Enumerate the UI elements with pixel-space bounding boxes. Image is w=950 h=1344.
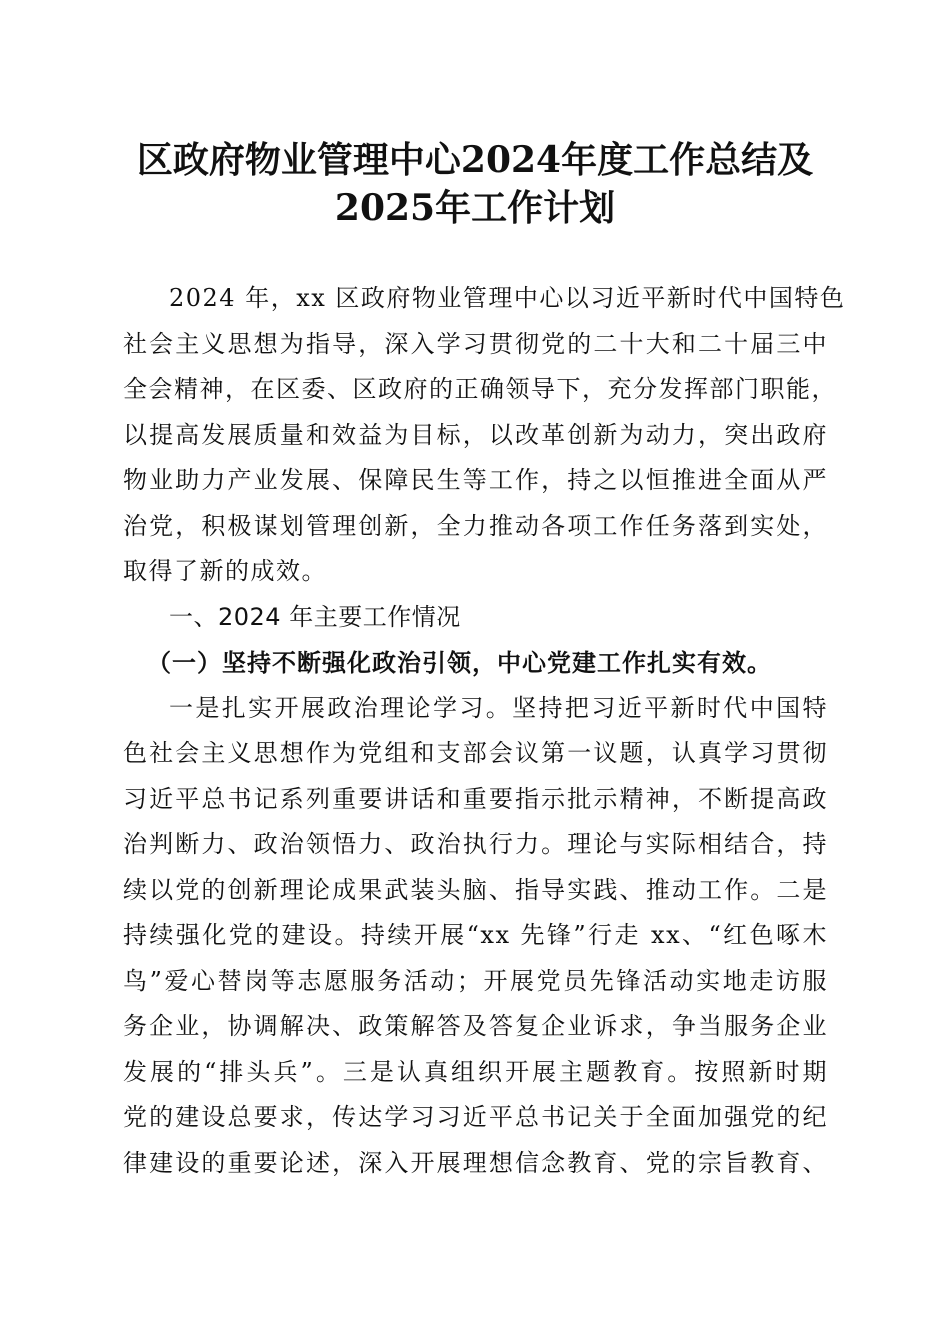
paragraph-line: 色社会主义思想作为党组和支部会议第一议题，认真学习贯彻 — [123, 739, 828, 767]
document-title-line-2: 2025年工作计划 — [334, 187, 616, 229]
paragraph-line: 2024 年，xx 区政府物业管理中心以习近平新时代中国特色 — [169, 284, 846, 312]
paragraph-line: 物业助力产业发展、保障民生等工作，持之以恒推进全面从严 — [123, 466, 828, 494]
intro-paragraph — [123, 276, 846, 595]
section-heading: 一、2024 年主要工作情况 — [169, 602, 461, 631]
paragraph-line: 习近平总书记系列重要讲话和重要指示批示精神，不断提高政 — [123, 784, 828, 813]
paragraph-line: 社会主义思想为指导，深入学习贯彻党的二十大和二十届三中 — [123, 329, 828, 358]
paragraph-line: 律建设的重要论述，深入开展理想信念教育、党的宗旨教育、 — [123, 1148, 828, 1177]
paragraph-line: 一是扎实开展政治理论学习。坚持把习近平新时代中国特 — [169, 693, 828, 722]
document-title-line-1: 区政府物业管理中心2024年度工作总结及 — [136, 139, 814, 181]
paragraph-line: 务企业，协调解决、政策解答及答复企业诉求，争当服务企业 — [123, 1012, 828, 1040]
subsection-heading: （一）坚持不断强化政治引领，中心党建工作扎实有效。 — [147, 648, 772, 677]
paragraph-line: 发展的“排头兵”。三是认真组织开展主题教育。按照新时期 — [123, 1057, 828, 1086]
body-paragraph — [123, 686, 828, 1187]
paragraph-line: 治党，积极谋划管理创新，全力推动各项工作任务落到实处， — [123, 511, 828, 540]
paragraph-line: 全会精神，在区委、区政府的正确领导下，充分发挥部门职能， — [123, 375, 837, 403]
paragraph-line: 鸟”爱心替岗等志愿服务活动；开展党员先锋活动实地走访服 — [123, 966, 828, 995]
paragraph-line: 党的建设总要求，传达学习习近平总书记关于全面加强党的纪 — [123, 1103, 828, 1131]
paragraph-line: 治判断力、政治领悟力、政治执行力。理论与实际相结合，持 — [123, 830, 828, 858]
paragraph-line: 续以党的创新理论成果武装头脑、指导实践、推动工作。二是 — [123, 875, 828, 904]
paragraph-line: 取得了新的成效。 — [123, 557, 327, 585]
document-body — [123, 276, 846, 1186]
paragraph-line: 持续强化党的建设。持续开展“xx 先锋”行走 xx、“红色啄木 — [123, 921, 828, 949]
paragraph-line: 以提高发展质量和效益为目标，以改革创新为动力，突出政府 — [123, 420, 828, 449]
